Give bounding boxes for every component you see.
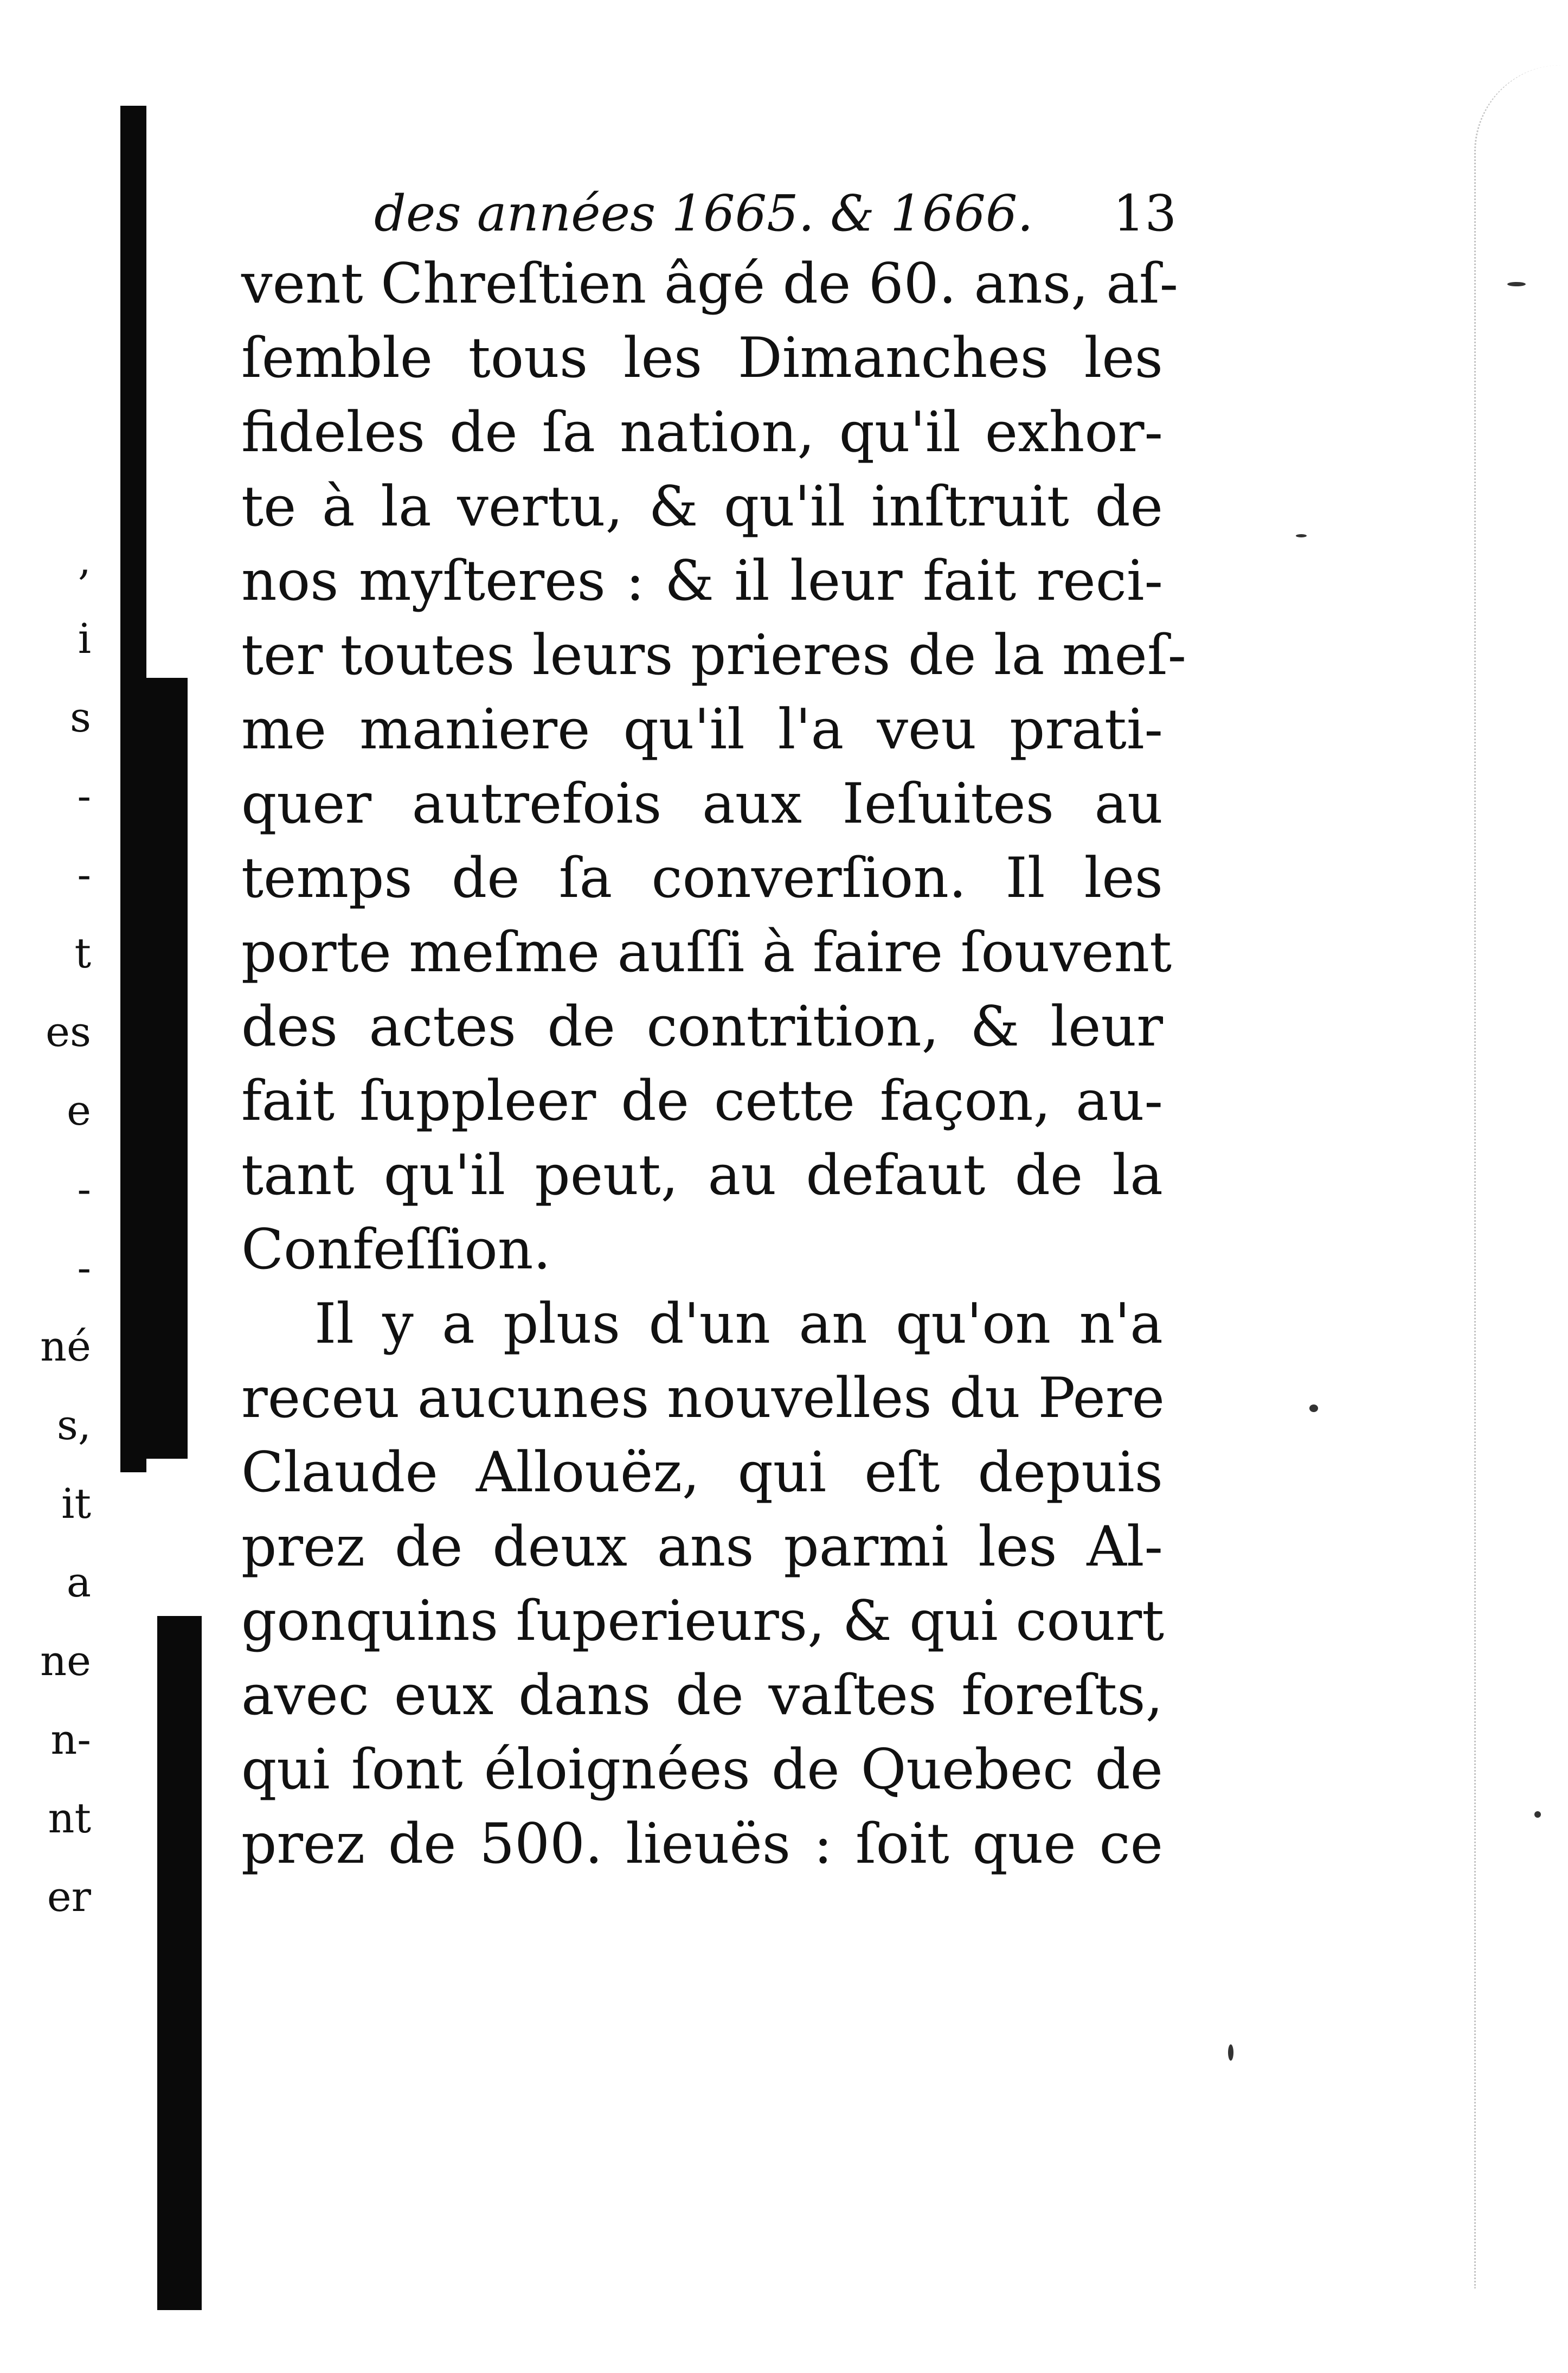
text-line: te à la vertu, & qu'il inſtruit de [241,474,1163,539]
margin-fragment: nt [48,1794,91,1842]
text-line: me maniere qu'il l'a veu prati- [241,697,1163,762]
text-line: vent Chreſtien âgé de 60. ans, aſ- [241,252,1179,316]
gutter-shadow-bottom [157,1616,202,2310]
gutter-shadow-middle [145,678,188,1459]
gutter-shadow-top [120,106,146,1472]
margin-fragment: i [78,614,91,663]
text-line: porte meſme auſſi à faire ſouvent [241,920,1172,985]
text-line: prez de 500. lieuës : ſoit que ce [241,1812,1163,1876]
margin-fragment: n- [50,1715,91,1763]
text-line: avec eux dans de vaſtes foreſts, [241,1663,1163,1728]
text-line: receu aucunes nouvelles du Pere [241,1366,1165,1431]
paragraph-start-line: Il y a plus d'un an qu'on n'a [314,1292,1163,1356]
margin-fragment: it [61,1479,91,1528]
header-title: des années 1665. & 1666. [374,184,1033,242]
margin-fragment: er [47,1872,91,1921]
margin-fragment: - [77,850,91,899]
text-line: quer autrefois aux Ieſuites au [241,772,1163,836]
text-line: gonquins ſuperieurs, & qui court [241,1589,1165,1653]
margin-fragment: - [77,772,91,820]
margin-fragment: s, [56,1401,91,1449]
margin-fragment: ne [40,1637,91,1685]
text-line: tant qu'il peut, au defaut de la [241,1143,1163,1208]
text-line: des actes de contrition, & leur [241,995,1163,1059]
page-number: 13 [1113,184,1177,242]
text-line: Claude Allouëz, qui eſt depuis [241,1440,1163,1505]
body-text [241,247,1187,1881]
text-line: fideles de ſa nation, qu'il exhor- [241,400,1163,465]
text-line: temps de ſa converſion. Il les [241,846,1163,910]
scan-speck [1228,2044,1233,2061]
margin-fragment: - [77,1243,91,1292]
scan-speck [1534,1811,1541,1818]
margin-fragment: , [78,536,91,584]
page-edge-shadow [1474,65,1568,2288]
margin-fragment: s [69,693,91,741]
text-line: Confeſſion. [241,1217,551,1282]
margin-fragment: e [67,1086,91,1134]
facing-page-fragments [11,521,98,1936]
text-line: ſemble tous les Dimanches les [241,326,1163,390]
scan-speck [1507,282,1526,286]
text-line: qui ſont éloignées de Quebec de [241,1737,1163,1802]
margin-fragment: t [74,929,91,977]
margin-fragment: né [40,1322,91,1370]
text-line: fait ſuppleer de cette façon, au- [241,1069,1163,1133]
text-line: prez de deux ans parmi les Al- [241,1515,1163,1579]
text-line: ter toutes leurs prieres de la meſ- [241,623,1187,688]
text-line: nos myſteres : & il leur fait reci- [241,549,1163,613]
margin-fragment: es [46,1008,91,1056]
margin-fragment: a [66,1558,91,1606]
scan-speck [1309,1404,1318,1412]
margin-fragment: - [77,1165,91,1213]
scan-speck [1296,534,1307,537]
